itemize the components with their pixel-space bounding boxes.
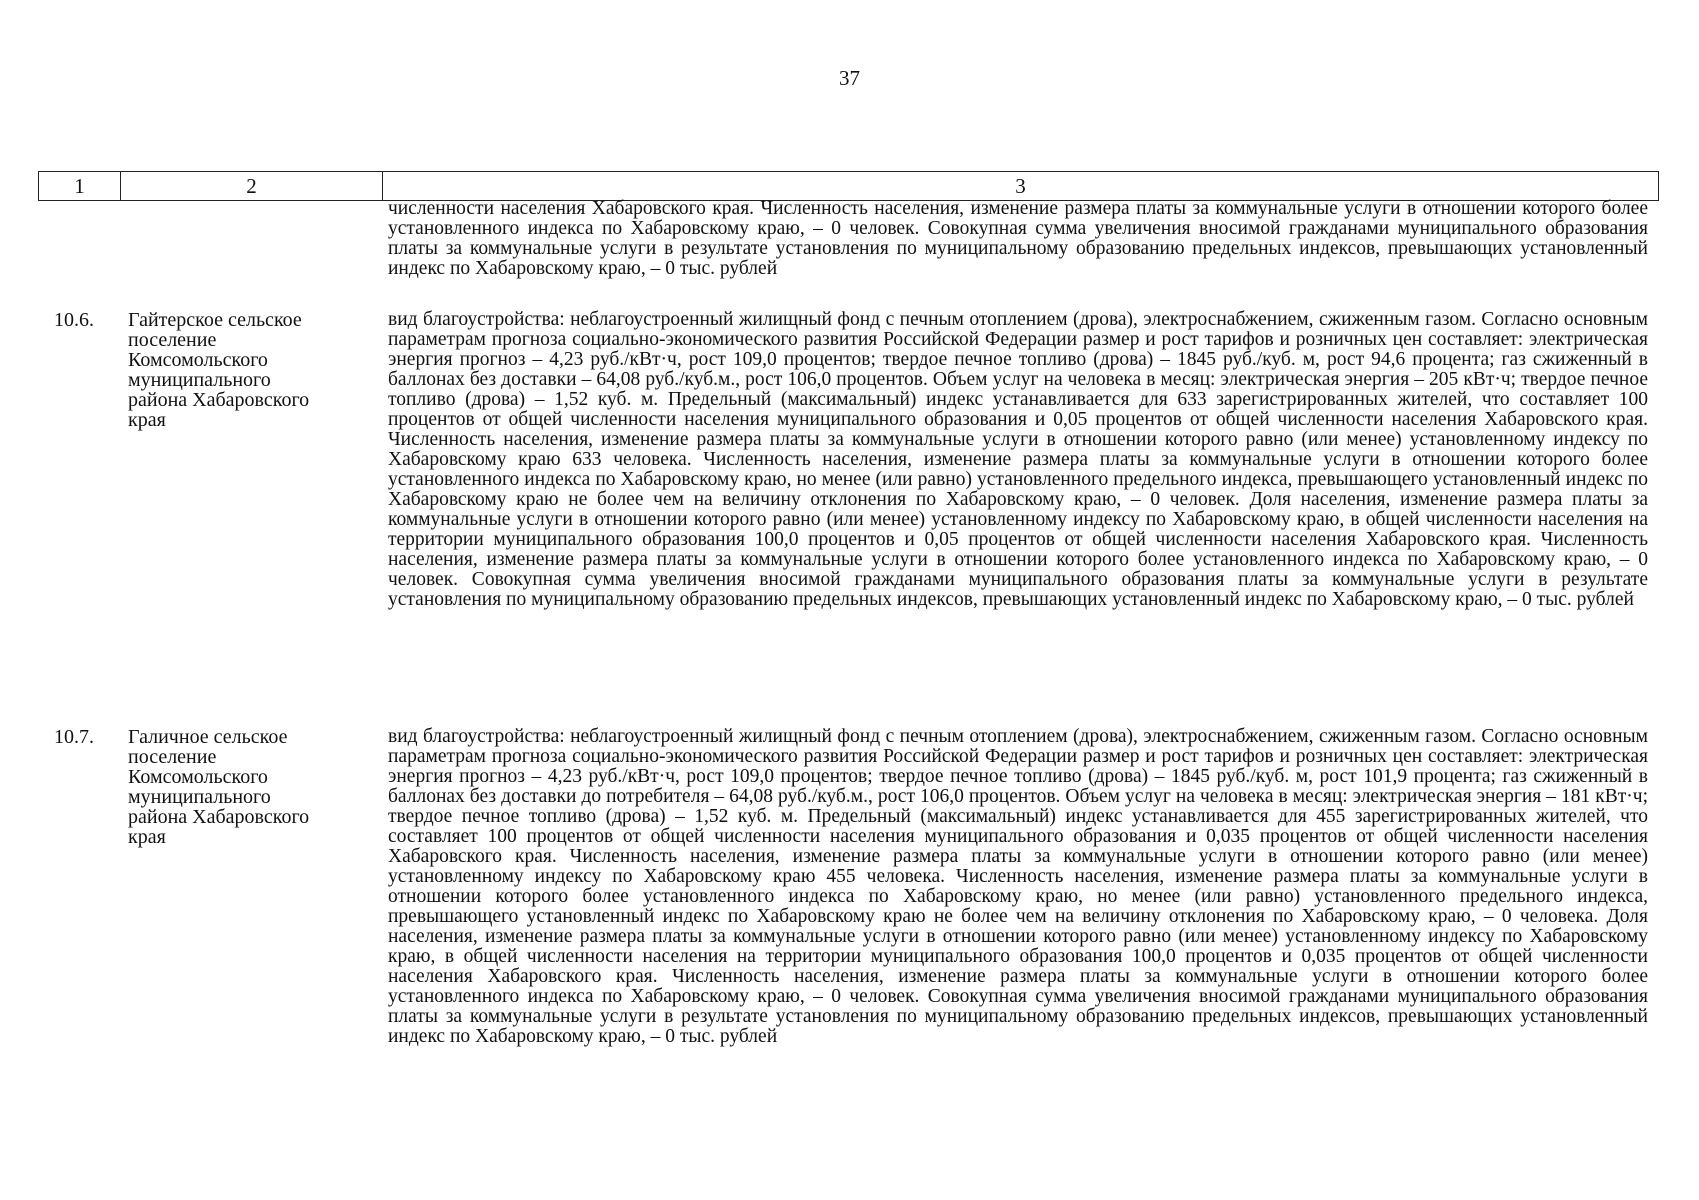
continued-row-text: численности населения Хабаровского края. Численность населения, изменение размера платы за коммунальные услуги в отношении которого более установленного индекса по Хабаровскому краю, – 0 человек. Совокупная сумма увеличения вносимой гражданами муниципального образования платы за коммунальные услуги в результате установления по муниципальному образованию предельных индексов, превышающих установленный индекс по Хабаровскому краю, – 0 тыс. рублей: [388, 198, 1648, 279]
column-header-2: 2: [121, 172, 383, 200]
row-number: 10.7.: [54, 726, 94, 748]
municipality-name: Галичное сельское поселение Комсомольского муниципального района Хабаровского края: [128, 726, 310, 848]
column-header-3: 3: [1015, 173, 1026, 198]
municipality-name: Гайтерское сельское поселение Комсомольского муниципального района Хабаровского края: [128, 309, 310, 431]
row-description: вид благоустройства: неблагоустроенный жилищный фонд с печным отоплением (дрова), электроснабжением, сжиженным газом. Согласно основным параметрам прогноза социально-экономического развития Российской Федерации размер и рост тарифов и розничных цен составляет: электрическая энергия прогноз – 4,23 руб./кВт·ч, рост 109,0 процентов; твердое печное топливо (дрова) – 1845 руб./куб. м, рост 94,6 процента; газ сжиженный в баллонах без доставки – 64,08 руб./куб.м., рост 106,0 процентов. Объем услуг на человека в месяц: электрическая энергия – 205 кВт·ч; твердое печное топливо (дрова) – 1,52 куб. м. Предельный (максимальный) индекс устанавливается для 633 зарегистрированных жителей, что составляет 100 процентов от общей численности населения муниципального образования и 0,05 процентов от общей численности населения Хабаровского края. Численность населения, изменение размера платы за коммунальные услуги в отношении которого равно (или менее) установленному индексу по Хабаровскому краю 633 человека. Численность населения, изменение размера платы за коммунальные услуги в отношении которого более установленного индекса по Хабаровскому краю, но менее (или равно) установленного предельного индекса, превышающего установленный индекс по Хабаровскому краю не более чем на величину отклонения по Хабаровскому краю, – 0 человек. Доля населения, изменение размера платы за коммунальные услуги в отношении которого равно (или менее) установленному индексу по Хабаровскому краю, в общей численности населения на территории муниципального образования 100,0 процентов и 0,05 процентов от общей численности населения Хабаровского края. Численность населения, изменение размера платы за коммунальные услуги в отношении которого более установленного индекса по Хабаровскому краю, – 0 человек. Совокупная сумма увеличения вносимой гражданами муниципального образования платы за коммунальные услуги в результате установления по муниципальному образованию предельных индексов, превышающих установленный индекс по Хабаровскому краю, – 0 тыс. рублей: [388, 309, 1648, 610]
column-header-1: 1: [39, 172, 121, 200]
row-number: 10.6.: [54, 309, 94, 331]
row-description: вид благоустройства: неблагоустроенный жилищный фонд с печным отоплением (дрова), электроснабжением, сжиженным газом. Согласно основным параметрам прогноза социально-экономического развития Российской Федерации размер и рост тарифов и розничных цен составляет: электрическая энергия прогноз – 4,23 руб./кВт·ч, рост 109,0 процентов; твердое печное топливо (дрова) – 1845 руб./куб. м, рост 101,9 процента; газ сжиженный в баллонах без доставки до потребителя – 64,08 руб./куб.м., рост 106,0 процентов. Объем услуг на человека в месяц: электрическая энергия – 181 кВт·ч; твердое печное топливо (дрова) – 1,52 куб. м. Предельный (максимальный) индекс устанавливается для 455 зарегистрированных жителей, что составляет 100 процентов от общей численности населения муниципального образования и 0,035 процентов от общей численности населения Хабаровского края. Численность населения, изменение размера платы за коммунальные услуги в отношении которого равно (или менее) установленному индексу по Хабаровскому краю 455 человека. Численность населения, изменение размера платы за коммунальные услуги в отношении которого более установленного индекса по Хабаровскому краю, но менее (или равно) установленного предельного индекса, превышающего установленный индекс по Хабаровскому краю не более чем на величину отклонения по Хабаровскому краю, – 0 человека. Доля населения, изменение размера платы за коммунальные услуги в отношении которого равно (или менее) установленному индексу по Хабаровскому краю, в общей численности населения на территории муниципального образования 100,0 процентов и 0,035 процентов от общей численности населения Хабаровского края. Численность населения, изменение размера платы за коммунальные услуги в отношении которого более установленного индекса по Хабаровскому краю, – 0 человек. Совокупная сумма увеличения вносимой гражданами муниципального образования платы за коммунальные услуги в результате установления по муниципальному образованию предельных индексов, превышающих установленный индекс по Хабаровскому краю, – 0 тыс. рублей: [388, 726, 1648, 1047]
page-number: 37: [839, 66, 860, 90]
table-header-row: [38, 171, 1659, 201]
